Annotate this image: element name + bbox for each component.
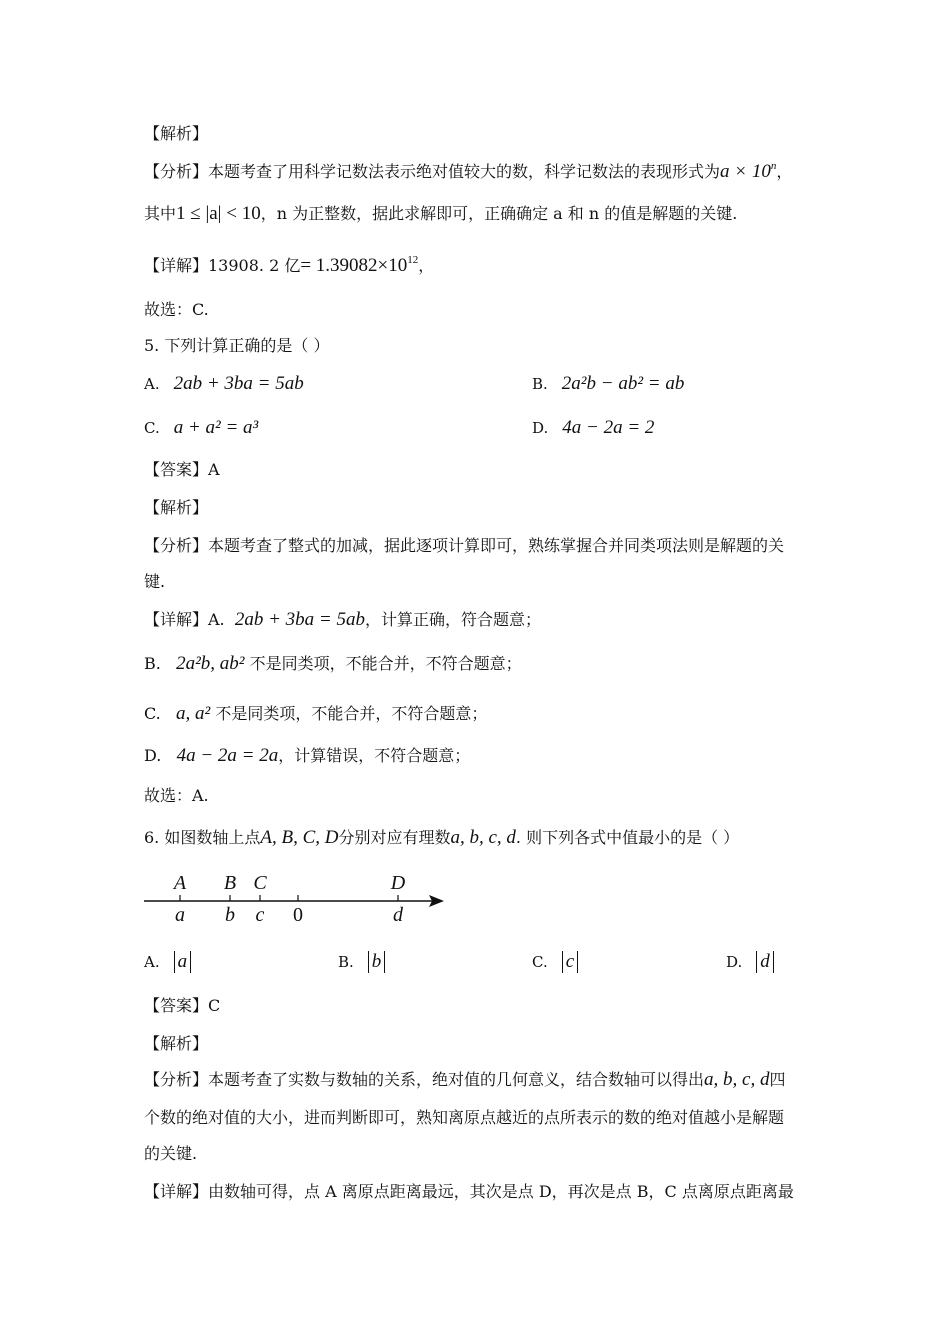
- p4-jiexi-heading: 【解析】: [144, 124, 209, 143]
- q5-stem: 5. 下列计算正确的是（ ）: [144, 336, 330, 355]
- q5-option-a: A. 2ab + 3ba = 5ab: [144, 373, 304, 394]
- q6-option-a: A. a: [144, 950, 191, 974]
- q5-answer: 【答案】A: [144, 460, 220, 479]
- q5-option-c: C. a + a² = a³: [144, 417, 259, 438]
- var-label-a: a: [175, 904, 185, 926]
- q5-detail-a: 【详解】A. 2ab + 3ba = 5ab，计算正确，符合题意；: [144, 609, 541, 630]
- q5-detail-b: B. 2a²b, ab² 不是同类项，不能合并，不符合题意；: [144, 653, 522, 674]
- q6-answer: 【答案】C: [144, 996, 221, 1015]
- var-label-c: c: [255, 904, 265, 926]
- q6-analysis-line1: 【分析】本题考查了实数与数轴的关系，绝对值的几何意义，结合数轴可以得出a, b, c, d四: [144, 1069, 786, 1090]
- q6-option-c: C. c: [532, 950, 578, 974]
- p4-analysis-line2: 其中1 ≤ |a| < 10，n 为正整数，据此求解即可，正确确定 a 和 n 的值是解题的关键.: [144, 203, 738, 224]
- q6-stem: 6. 如图数轴上点A, B, C, D分别对应有理数a, b, c, d. 则下列各式中值最小的是（ ）: [144, 827, 740, 848]
- point-label-c: C: [253, 872, 267, 894]
- point-label-d: D: [390, 872, 406, 894]
- q5-option-b: B. 2a²b − ab² = ab: [532, 373, 685, 394]
- q6-analysis-line2: 个数的绝对值的大小，进而判断即可，熟知离原点越近的点所表示的数的绝对值越小是解题: [144, 1108, 785, 1127]
- p4-answer-choice: 故选：C.: [144, 300, 209, 319]
- p4-analysis-line1: 【分析】本题考查了用科学记数法表示绝对值较大的数，科学记数法的表现形式为$a \times 10^n$，: [144, 160, 793, 182]
- var-label-d: d: [393, 904, 403, 926]
- q6-option-d: D. d: [726, 950, 774, 974]
- var-label-b: b: [225, 904, 235, 926]
- var-label-zero: 0: [293, 904, 303, 926]
- q5-analysis-line1: 【分析】本题考查了整式的加减，据此逐项计算即可，熟练掌握合并同类项法则是解题的关: [144, 536, 785, 555]
- p4-analysis-text: 【分析】本题考查了用科学记数法表示绝对值较大的数，科学记数法的表现形式为: [144, 162, 721, 181]
- q5-answer-choice: 故选：A.: [144, 786, 209, 805]
- p4-range-formula: 1 ≤ |a| < 10: [176, 203, 261, 224]
- q5-detail-d: D. 4a − 2a = 2a，计算错误，不符合题意；: [144, 745, 471, 766]
- q5-option-d: D. 4a − 2a = 2: [532, 417, 655, 438]
- q6-detail: 【详解】由数轴可得，点 A 离原点距离最远，其次是点 D，再次是点 B，C 点离原点距离最: [144, 1182, 794, 1201]
- point-label-b: B: [223, 872, 237, 894]
- q6-analysis-line3: 的关键.: [144, 1144, 198, 1163]
- p4-detail-formula: = $1.39082\times 10^{12}$: [300, 254, 419, 276]
- q6-jiexi-heading: 【解析】: [144, 1034, 209, 1053]
- p4-sci-notation: $a \times 10^n$: [720, 160, 777, 182]
- q6-option-b: B. b: [338, 950, 385, 974]
- number-line-figure: [140, 868, 450, 928]
- q5-analysis-line2: 键.: [144, 572, 166, 591]
- p4-detail: 【详解】13908. 2 亿= $1.39082\times 10^{12}$，: [144, 254, 435, 276]
- point-label-a: A: [173, 872, 187, 894]
- q5-detail-c: C. a, a² 不是同类项，不能合并，不符合题意；: [144, 703, 488, 724]
- q5-jiexi-heading: 【解析】: [144, 498, 209, 517]
